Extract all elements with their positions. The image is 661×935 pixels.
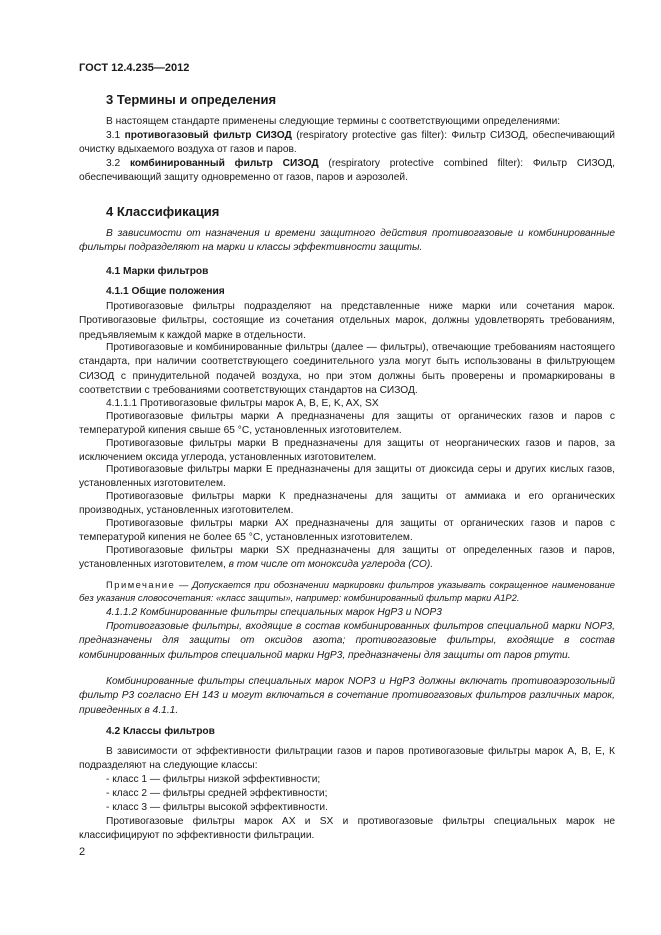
note (79, 578, 615, 604)
term-3-2-definition: (respiratory protective combined filter): Фильтр СИЗОД, обеспечивающий защиту одновременно от газов, паров и аэрозолей. (79, 158, 615, 184)
paragraph-general-2: Противогазовые и комбинированные фильтры (далее — фильтры), отвечающие требованиям настоящего стандарта, при наличии соответствующего соединительного узла могут быть использованы в фильтрующем СИЗОД с принудительной подачей воздуха, но при этом должны быть проверены и промаркированы в соответствии с требованиями соответствующих стандартов на СИЗОД. (79, 342, 615, 397)
subsection-4-2-title: 4.2 Классы фильтров (106, 726, 215, 737)
paragraph-mark-e: Противогазовые фильтры марки Е предназначены для защиты от диоксида серы и других кислых газов, установленных изготовителем. (79, 464, 615, 490)
clause-4-1-1-2-title: 4.1.1.2 Комбинированные фильтры специальных марок HgP3 и NOP3 (106, 607, 442, 618)
term-3-2 (79, 157, 615, 186)
list-item-class-3: - класс 3 — фильтры высокой эффективности. (106, 802, 328, 813)
document-header: ГОСТ 12.4.235—2012 (79, 62, 190, 74)
paragraph-special-combined: Комбинированные фильтры специальных марок NOP3 и HgP3 должны включать противоаэрозольный фильтр Р3 согласно ЕН 143 и могут включаться в сочетание противогазовых фильтров различных марок, приведенных в 4.1.1. (79, 676, 615, 716)
paragraph-classes-outro: Противогазовые фильтры марок АХ и SX и противогазовые фильтры специальных марок не классифицируют по эффективности фильтрации. (79, 816, 615, 842)
paragraph-mark-k: Противогазовые фильтры марки К предназначены для защиты от аммиака и его органических производных, установленных изготовителем. (79, 491, 615, 517)
section-4-intro: В зависимости от назначения и времени защитного действия противогазовые и комбинированные фильтры подразделяют на марки и классы эффективности защиты. (79, 228, 615, 254)
paragraph-mark-sx-italic: в том числе от моноксида углерода (СО). (228, 559, 434, 571)
paragraph-mark-b: Противогазовые фильтры марки В предназначены для защиты от неорганических газов и паров, за исключением оксида углерода, установленных изготовителем. (79, 438, 615, 464)
term-3-1 (79, 129, 615, 158)
subsection-4-1-title: 4.1 Марки фильтров (106, 266, 209, 277)
paragraph-mark-a: Противогазовые фильтры марки А предназначены для защиты от органических газов и паров с температурой кипения свыше 65 °С, установленных изготовителем. (79, 411, 615, 437)
list-item-class-1: - класс 1 — фильтры низкой эффективности; (106, 774, 321, 785)
paragraph-classes-intro: В зависимости от эффективности фильтрации газов и паров противогазовые фильтры марок А, В, Е, К подразделяют на следующие классы: (79, 746, 615, 772)
section-3-title: 3 Термины и определения (106, 92, 277, 107)
term-3-2-number: 3.2 (106, 158, 121, 169)
term-3-2-term: комбинированный фильтр СИЗОД (129, 158, 319, 169)
term-3-1-term: противогазовый фильтр СИЗОД (124, 130, 292, 141)
note-text: — Допускается при обозначении маркировки фильтров указывать сокращенное наименование без указания словосочетания: «класс защиты», например: комбинированный фильтр марки А1Р2. (79, 579, 615, 603)
term-3-1-definition: (respiratory protective gas filter): Фильтр СИЗОД, обеспечивающий очистку вдыхаемого воздуха от газов и паров. (79, 130, 615, 156)
term-3-1-number: 3.1 (106, 130, 121, 141)
paragraph-mark-sx (79, 544, 615, 573)
paragraph-mark-sx-text: Противогазовые фильтры марки SX предназначены для защиты от определенных газов и паров, установленных изготовителем, (79, 545, 615, 571)
section-4-title: 4 Классификация (106, 204, 220, 219)
note-label: Примечание (106, 579, 176, 590)
clause-4-1-1-1-title: 4.1.1.1 Противогазовые фильтры марок A, B, E, K, AX, SX (106, 398, 379, 409)
paragraph-mark-ax: Противогазовые фильтры марки АХ предназначены для защиты от органических газов и паров с температурой кипения не более 65 °С, установленных изготовителем. (79, 518, 615, 544)
list-item-class-2: - класс 2 — фильтры средней эффективности; (106, 788, 328, 799)
section-3-intro: В настоящем стандарте применены следующие термины с соответствующими определениями: (106, 116, 561, 127)
paragraph-general-1: Противогазовые фильтры подразделяют на представленные ниже марки или сочетания марок. Противогазовые фильтры, состоящие из сочетания отдельных марок, должны удовлетворять требованиям, предъявляемым к каждой марке в отдельности. (79, 301, 615, 341)
paragraph-special-marks: Противогазовые фильтры, входящие в состав комбинированных фильтров специальной марки NOP3, предназначены для защиты от оксидов азота; противогазовые фильтры, входящие в состав комбинированных фильтров специальной марки HgP3, предназначены для защиты от паров ртути. (79, 621, 615, 661)
subsection-4-1-1-title: 4.1.1 Общие положения (106, 286, 225, 297)
page-number: 2 (79, 846, 86, 858)
